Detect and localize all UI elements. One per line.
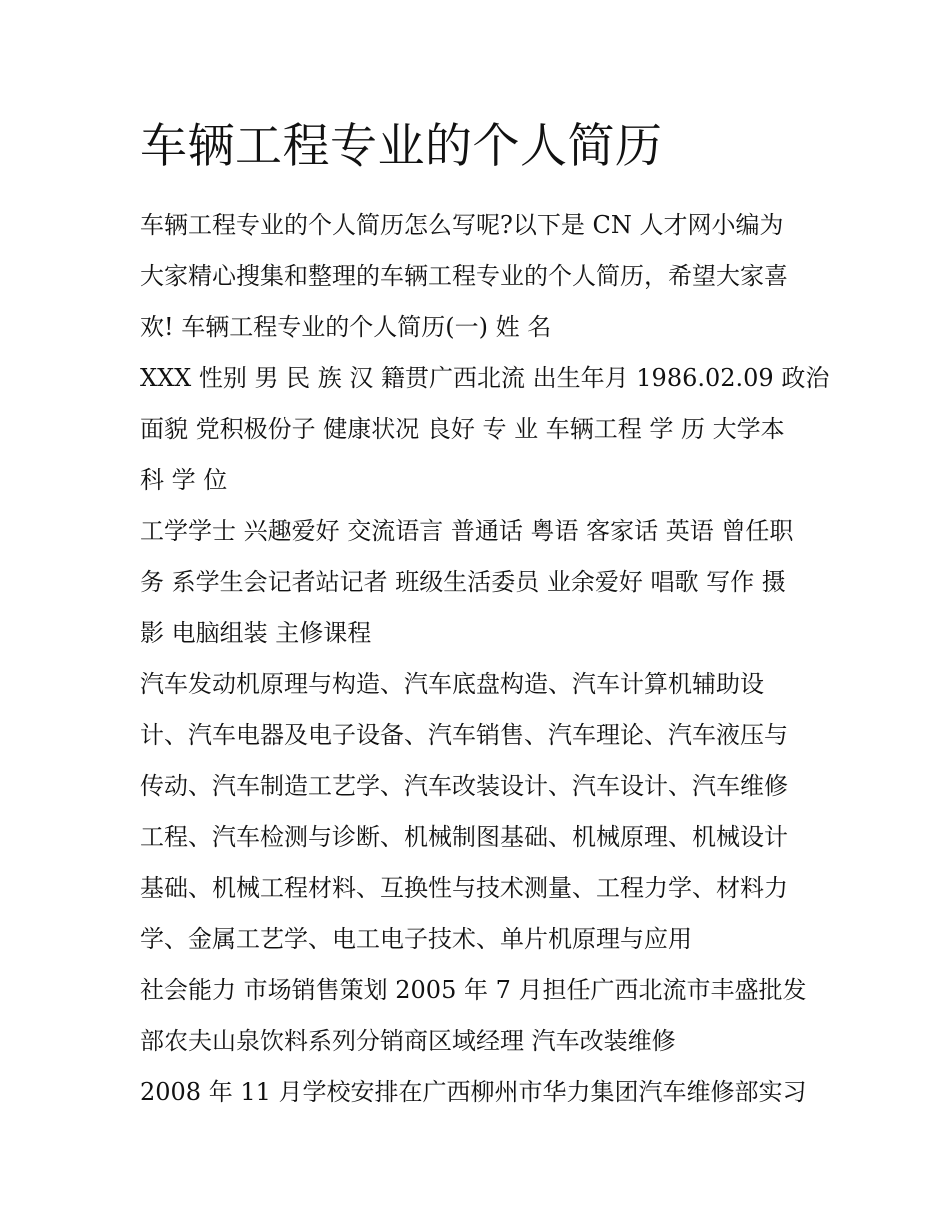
document-body [140, 200, 830, 1118]
text-line: 工程、汽车检测与诊断、机械制图基础、机械原理、机械设计 [140, 823, 788, 851]
text-line: 面貌 党积极份子 健康状况 良好 专 业 车辆工程 学 历 大学本 [140, 415, 785, 443]
text-line: 科 学 位 [140, 466, 228, 494]
text-line: 基础、机械工程材料、互换性与技术测量、工程力学、材料力 [140, 874, 788, 902]
text-line: 欢! 车辆工程专业的个人简历(一) 姓 名 [140, 313, 552, 341]
text-line: XXX 性别 男 民 族 汉 籍贯广西北流 出生年月 1986.02.09 政治 [140, 364, 830, 392]
text-line: 大家精心搜集和整理的车辆工程专业的个人简历，希望大家喜 [140, 262, 788, 290]
document-title: 车辆工程专业的个人简历 [140, 119, 663, 174]
text-line: 汽车发动机原理与构造、汽车底盘构造、汽车计算机辅助设 [140, 670, 764, 698]
text-line: 学、金属工艺学、电工电子技术、单片机原理与应用 [140, 925, 692, 953]
text-line: 计、汽车电器及电子设备、汽车销售、汽车理论、汽车液压与 [140, 721, 788, 749]
text-line: 务 系学生会记者站记者 班级生活委员 业余爱好 唱歌 写作 摄 [140, 568, 786, 596]
text-line: 传动、汽车制造工艺学、汽车改装设计、汽车设计、汽车维修 [140, 772, 788, 800]
text-line: 工学学士 兴趣爱好 交流语言 普通话 粤语 客家话 英语 曾任职 [140, 517, 794, 545]
text-line: 车辆工程专业的个人简历怎么写呢?以下是 CN 人才网小编为 [140, 211, 784, 239]
text-line: 影 电脑组装 主修课程 [140, 619, 372, 647]
text-line: 部农夫山泉饮料系列分销商区域经理 汽车改装维修 [140, 1027, 676, 1055]
text-line: 社会能力 市场销售策划 2005 年 7 月担任广西北流市丰盛批发 [140, 976, 807, 1004]
text-line: 2008 年 11 月学校安排在广西柳州市华力集团汽车维修部实习 [140, 1078, 807, 1106]
